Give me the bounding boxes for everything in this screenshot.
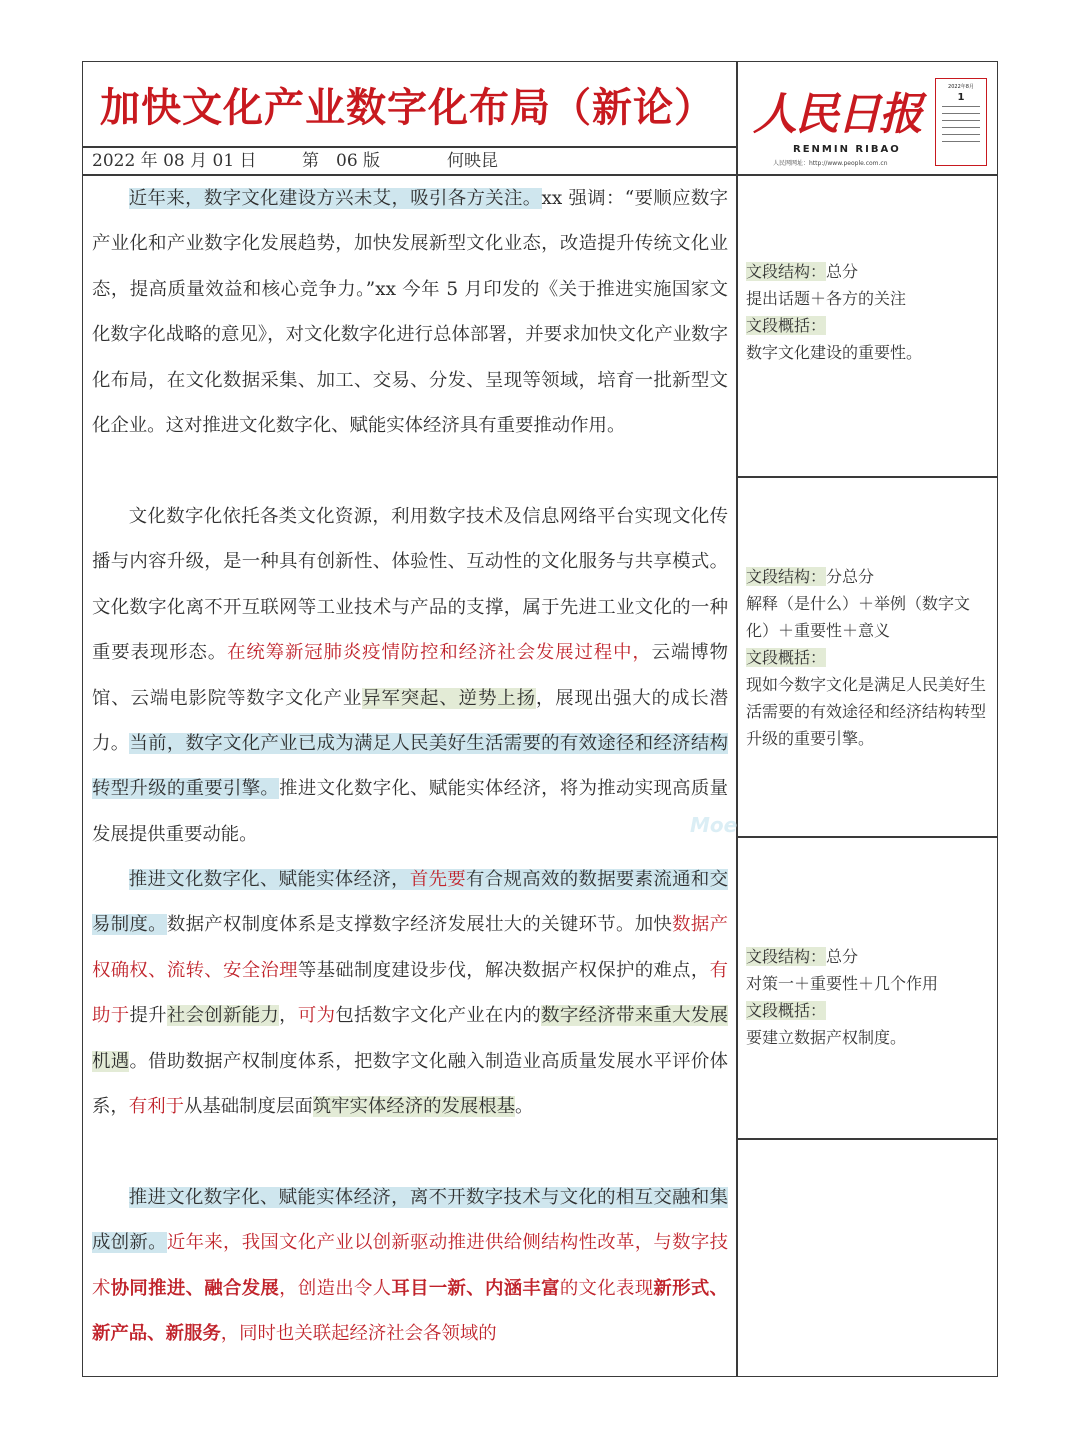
- key-phrase: 有助于: [92, 959, 728, 1027]
- summary-text: 现如今数字文化是满足人民美好生活需要的有效途径和经济结构转型升级的重要引擎。: [746, 675, 987, 748]
- topic-sentence: 当前，数字文化产业已成为满足人民美好生活需要的有效途径和经济结构转型升级的重要引擎。: [92, 733, 728, 800]
- key-phrase: 异军突起、逆势上扬: [362, 687, 536, 709]
- structure-label: 文段结构：: [746, 947, 827, 966]
- paragraph-4: [92, 1175, 728, 1357]
- logo-chinese: 人民日报: [753, 89, 921, 140]
- key-phrase: 数据产权确权、流转、安全治理: [92, 914, 728, 981]
- article-meta: [92, 148, 732, 174]
- text-run: 提升: [129, 1005, 167, 1027]
- notes-rule-1: [736, 476, 998, 478]
- logo-pinyin: RENMIN RIBAO: [793, 144, 901, 155]
- annotation-1: [746, 258, 992, 366]
- publish-date: 2022 年 08 月 01 日: [92, 151, 257, 171]
- notes-rule-3: [736, 1138, 998, 1140]
- key-phrase: 数字经济带来重大发展机遇: [92, 1005, 728, 1072]
- summary-text: 要建立数据产权制度。: [746, 1028, 907, 1047]
- watermark: Moe: [690, 813, 738, 837]
- logo-url: 人民网网址：http://www.people.com.cn: [773, 160, 888, 167]
- structure-detail: 解释（是什么）＋举例（数字文化）＋重要性＋意义: [746, 594, 971, 640]
- summary-label: 文段概括：: [746, 1001, 827, 1020]
- topic-sentence: 有合规高效的数据要素流通和交易制度。: [92, 869, 728, 936]
- text-run: 数据产权制度体系是支撑数字经济发展壮大的关键环节。加快: [166, 914, 673, 936]
- notes-rule-2: [736, 836, 998, 838]
- text-run: 推进文化数字化、赋能实体经济，将为推动实现高质量发展提供重要动能。: [92, 778, 728, 845]
- text-run: ，展现出强大的成长潜力。: [92, 687, 728, 755]
- text-run: 从基础制度层面: [183, 1096, 313, 1118]
- structure-type: 分总分: [826, 567, 875, 586]
- page-number: 第 06 版: [302, 151, 381, 171]
- structure-detail: 对策一＋重要性＋几个作用: [746, 974, 939, 993]
- summary-text: 数字文化建设的重要性。: [746, 343, 923, 362]
- summary-label: 文段概括：: [746, 316, 827, 335]
- key-phrase: ，创造出令人: [279, 1277, 392, 1299]
- structure-detail: 提出话题＋各方的关注: [746, 289, 907, 308]
- column-divider: [736, 61, 738, 1377]
- topic-sentence: 推进文化数字化、赋能实体经济，离不开数字技术与文化的相互交融和集成创新。: [92, 1187, 728, 1254]
- key-phrase: 协同推进、融合发展: [110, 1277, 280, 1299]
- topic-sentence: 近年来，数字文化建设方兴未艾，吸引各方关注。: [128, 188, 542, 209]
- text-run: 文化数字化依托各类文化资源，利用数字技术及信息网络平台实现文化传播与内容升级，是一种具有创新性、体验性、互动性的文化服务与共享模式。文化数字化离不开互联网等工业技术与产品的支撑，属于先进工业文化的一种重要表现形态。: [92, 506, 728, 664]
- key-phrase: 社会创新能力: [166, 1005, 280, 1027]
- text-run: 包括数字文化产业在内的: [335, 1005, 542, 1027]
- annotation-2: [746, 563, 992, 752]
- key-phrase: 筑牢实体经济的发展根基: [312, 1096, 516, 1118]
- key-phrase: 有利于: [128, 1096, 184, 1118]
- structure-label: 文段结构：: [746, 262, 827, 281]
- issue-stamp: [935, 78, 987, 166]
- key-phrase: 在统筹新冠肺炎疫情防控和经济社会发展过程中，: [227, 642, 652, 664]
- structure-label: 文段结构：: [746, 567, 827, 586]
- text-run: 等基础制度建设步伐，解决数据产权保护的难点，: [297, 959, 710, 981]
- text-run: 。: [515, 1096, 534, 1118]
- annotation-3: [746, 943, 992, 1051]
- stamp-date: 2022年8月: [948, 84, 974, 90]
- key-phrase: 可为: [297, 1005, 336, 1027]
- key-phrase: 近年来，我国文化产业以创新驱动推进供给侧结构性改革，与数字技术: [92, 1232, 728, 1299]
- key-phrase: ，同时也关联起经济社会各领域的: [220, 1323, 497, 1345]
- key-phrase: 首先要: [409, 869, 467, 890]
- paragraph-1: [92, 176, 728, 448]
- key-phrase: 新形式、新产品、新服务: [92, 1277, 728, 1345]
- text-run: 云端博物馆、云端电影院等数字文化产业: [92, 642, 728, 709]
- key-phrase: 的文化表现: [559, 1277, 654, 1299]
- summary-label: 文段概括：: [746, 648, 827, 667]
- paragraph-2: [92, 494, 728, 857]
- structure-type: 总分: [826, 262, 859, 281]
- text-run: xx 强调：“要顺应数字产业化和产业数字化发展趋势，加快发展新型文化业态，改造提升传统文化业态，提高质量效益和核心竞争力。”xx 今年 5 月印发的《关于推进实施国家文化数字化战略的意见》，对文化数字化进行总体部署，并要求加快文化产业数字化布局，在文化数据采集、加工、交易、分发、呈现等领域，培育一批新型文化企业。这对推进文化数字化、赋能实体经济具有重要推动作用。: [92, 188, 728, 437]
- text-run: 。借助数据产权制度体系，把数字文化融入制造业高质量发展水平评价体系，: [92, 1050, 728, 1118]
- paragraph-3: [92, 857, 728, 1129]
- author: 何映昆: [447, 151, 498, 171]
- structure-type: 总分: [826, 947, 859, 966]
- page-title: 加快文化产业数字化布局（新论）: [100, 85, 715, 131]
- stamp-number: 1: [957, 92, 965, 103]
- text-run: ，: [279, 1005, 298, 1027]
- newspaper-logo: [745, 70, 990, 170]
- topic-sentence: 推进文化数字化、赋能实体经济，: [128, 869, 410, 890]
- key-phrase: 耳目一新、内涵丰富: [391, 1277, 560, 1299]
